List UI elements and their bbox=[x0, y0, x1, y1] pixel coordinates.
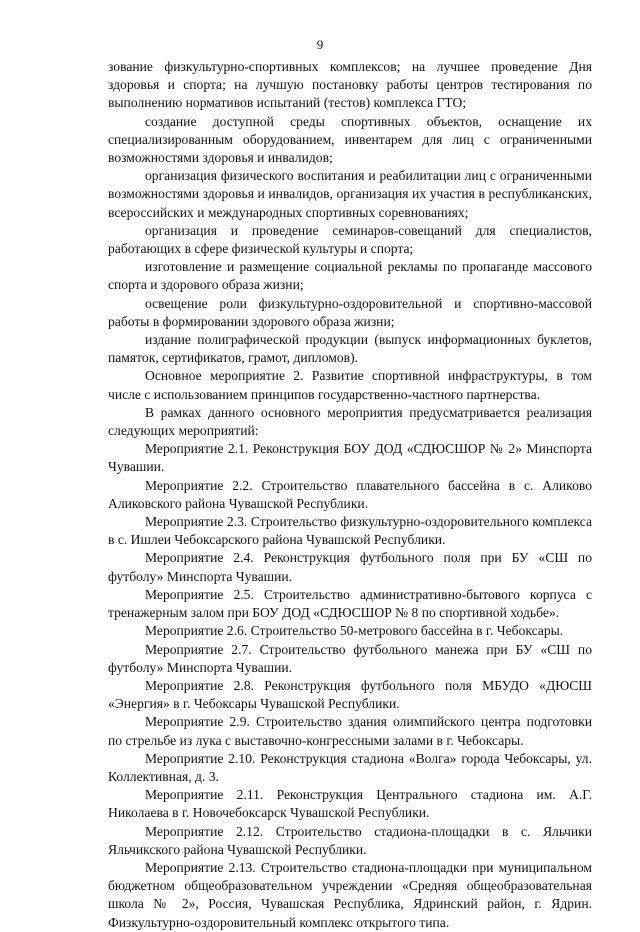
paragraph: освещение роли физкультурно-оздоровительной и спортивно-массовой работы в формировании здорового образа жизни; bbox=[108, 295, 592, 329]
activity-item: Мероприятие 2.12. Строительство стадиона-площадки в с. Яльчики Яльчикского района Чувашской Республики. bbox=[108, 823, 592, 857]
page-number: 9 bbox=[316, 37, 324, 52]
paragraph: изготовление и размещение социальной рекламы по пропаганде массового спорта и здорового образа жизни; bbox=[108, 259, 592, 293]
activity-item: Мероприятие 2.9. Строительство здания олимпийского центра подготовки по стрельбе из лука с выставочно-конгрессными залами в г. Чебоксары. bbox=[108, 714, 592, 748]
paragraph: организация физического воспитания и реабилитации лиц с ограниченными возможностями здоровья и инвалидов, организация их участия в республиканских, всероссийских и международных спортивных соревнованиях; bbox=[108, 168, 592, 220]
activity-item: Мероприятие 2.3. Строительство физкультурно-оздоровительного комплекса в с. Ишлеи Чебоксарского района Чувашской Республики. bbox=[108, 514, 592, 548]
activity-item: Мероприятие 2.6. Строительство 50-метрового бассейна в г. Чебоксары. bbox=[145, 623, 564, 639]
paragraph: организация и проведение семинаров-совещаний для специалистов, работающих в сфере физической культуры и спорта; bbox=[108, 222, 592, 257]
paragraph: создание доступной среды спортивных объектов, оснащение их специализированным оборудованием, инвентарем для лиц с ограниченными возможностями здоровья и инвалидов; bbox=[108, 113, 592, 166]
activity-item: Мероприятие 2.4. Реконструкция футбольного поля при БУ «СШ по футболу» Минспорта Чувашии. bbox=[108, 550, 592, 584]
activity-item: Мероприятие 2.1. Реконструкция БОУ ДОД «СДЮСШОР № 2» Минспорта Чувашии. bbox=[108, 441, 592, 475]
activity-item: Мероприятие 2.13. Строительство стадиона-площадки при муниципальном бюджетном общеобразовательном учреждении «Средняя общеобразовательная школа № 2», Россия, Чувашская Республика, Ядринский район, г. Ядрин. Физкультурно-оздоровительный комплекс открытого типа. bbox=[108, 859, 592, 930]
body-text bbox=[108, 58, 592, 932]
main-activity-heading: Основное мероприятие 2. Развитие спортивной инфраструктуры, в том числе с использованием принципов государственно-частного партнерства. bbox=[108, 368, 592, 402]
paragraph-continuation: зование физкультурно-спортивных комплексов; на лучшее проведение Дня здоровья и спорта; на лучшую постановку работы центров тестирования по выполнению нормативов испытаний (тестов) комплекса ГТО; bbox=[108, 59, 592, 111]
activity-item: Мероприятие 2.10. Реконструкция стадиона «Волга» города Чебоксары, ул. Коллективная, д. 3. bbox=[108, 750, 592, 784]
activity-item: Мероприятие 2.11. Реконструкция Центрального стадиона им. А.Г. Николаева в г. Новочебоксарск Чувашской Республики. bbox=[108, 787, 592, 821]
paragraph: издание полиграфической продукции (выпуск информационных буклетов, памяток, сертификатов, грамот, дипломов). bbox=[108, 332, 592, 366]
activity-item: Мероприятие 2.2. Строительство плавательного бассейна в с. Аликово Аликовского района Чувашской Республики. bbox=[108, 477, 592, 511]
activity-item: Мероприятие 2.7. Строительство футбольного манежа при БУ «СШ по футболу» Минспорта Чувашии. bbox=[108, 641, 592, 675]
paragraph: В рамках данного основного мероприятия предусматривается реализация следующих мероприятий: bbox=[108, 404, 592, 439]
activity-item: Мероприятие 2.5. Строительство административно-бытового корпуса с тренажерным залом при БОУ ДОД «СДЮСШОР № 8 по спортивной ходьбе». bbox=[108, 586, 592, 621]
activity-item: Мероприятие 2.8. Реконструкция футбольного поля МБУДО «ДЮСШ «Энергия» в г. Чебоксары Чувашской Республики. bbox=[108, 677, 592, 712]
